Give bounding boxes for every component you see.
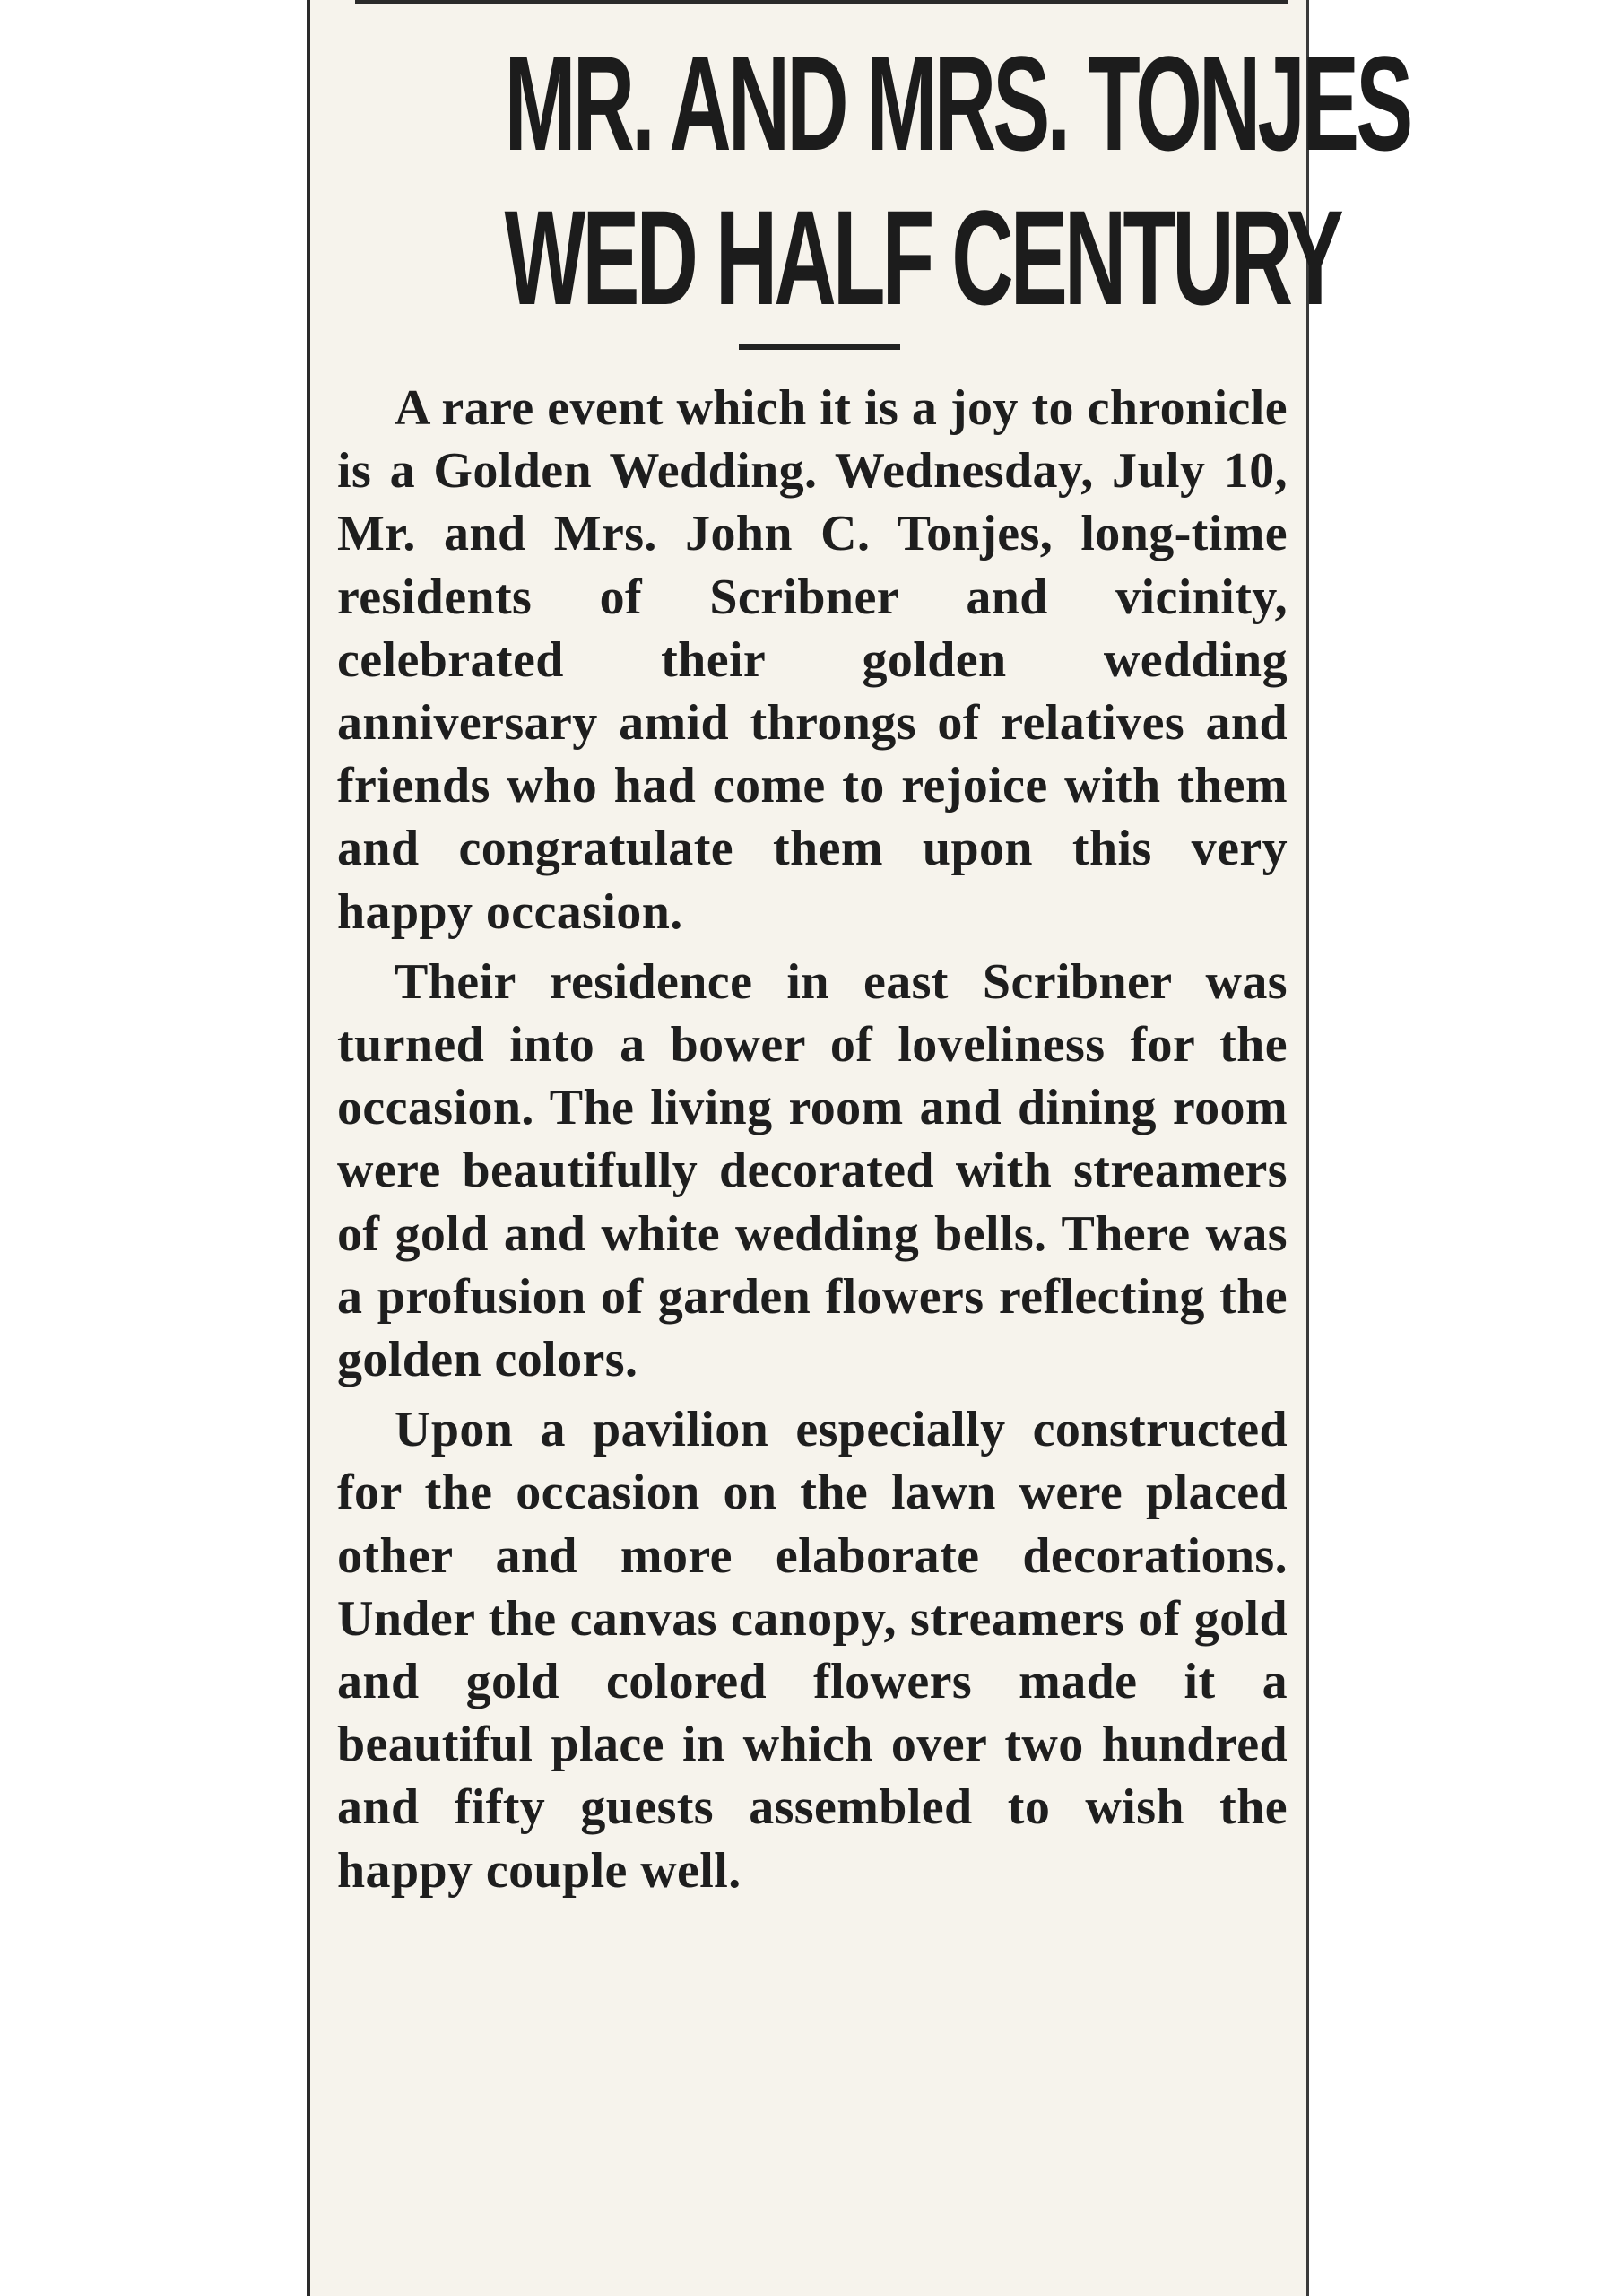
article-body bbox=[337, 377, 1288, 1909]
paragraph-2: Their residence in east Scribner was turned into a bower of loveliness for the occasion. The living room and dining room were beautifully decorated with streamers of gold and white wedding bells. There was a profusion of garden flowers reflecting the golden colors. bbox=[337, 953, 1288, 1388]
headline-divider bbox=[739, 344, 900, 350]
newspaper-clipping bbox=[307, 0, 1410, 2296]
paragraph-3: Upon a pavilion especially constructed for the occasion on the lawn were placed other and more elaborate decorations. Under the canvas canopy, streamers of gold and gold colored flowers made it a beautiful place in which over two hundred and fifty guests assembled to wish the happy couple well. bbox=[337, 1402, 1288, 1899]
headline bbox=[332, 28, 1410, 333]
top-rule bbox=[355, 0, 1288, 4]
paragraph-1: A rare event which it is a joy to chronicle is a Golden Wedding. Wednesday, July 10, Mr. and Mrs. John C. Tonjes, long-time residents of Scribner and vicinity, celebrated their golden wedding anniversary amid throngs of relatives and friends who had come to rejoice with them and congratulate them upon this very happy occasion. bbox=[337, 380, 1288, 940]
headline-line-2: WED HALF CENTURY bbox=[504, 182, 1340, 333]
headline-line-1: MR. AND MRS. TONJES bbox=[504, 28, 1410, 178]
